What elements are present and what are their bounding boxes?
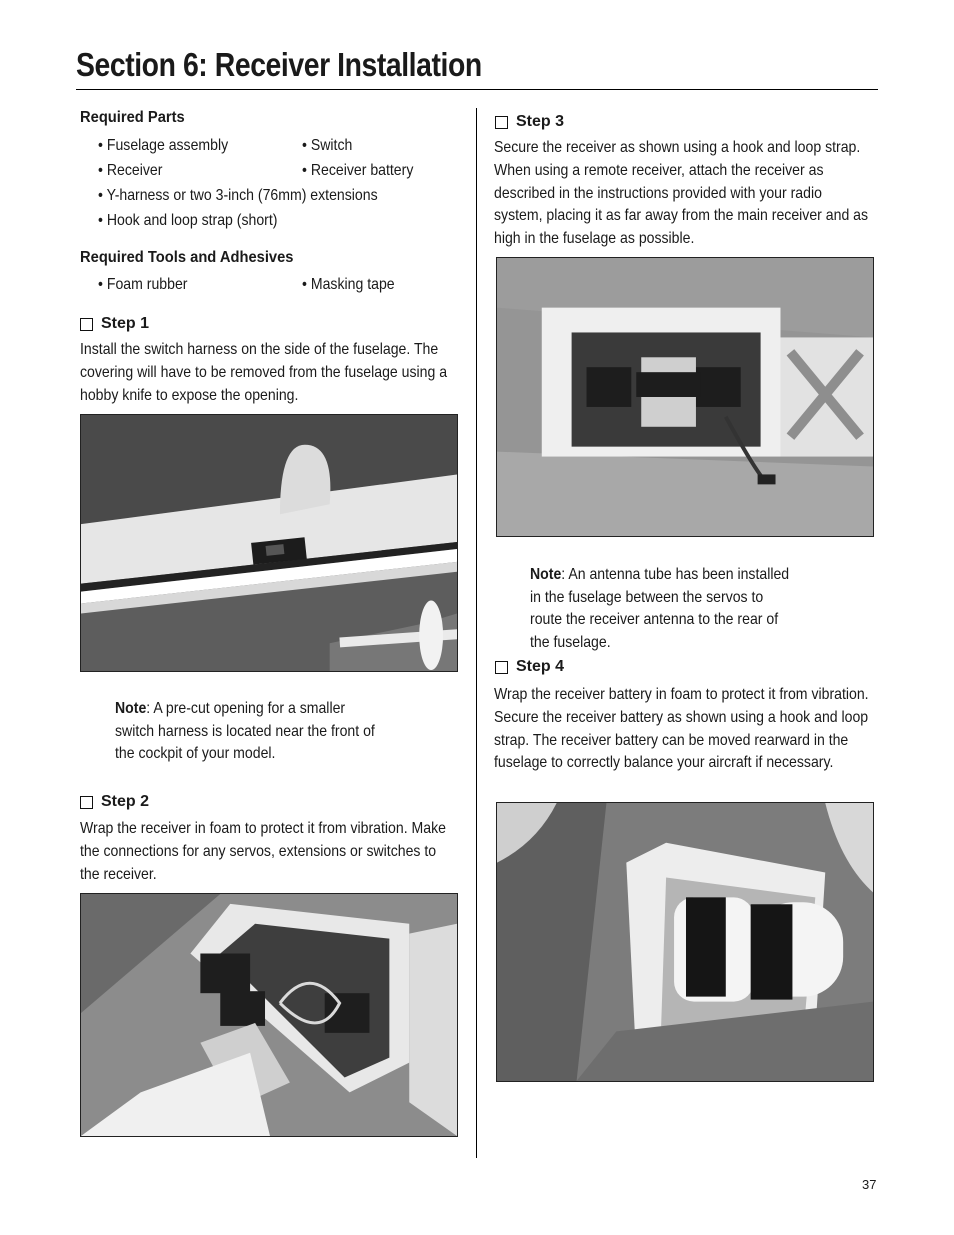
page-number: 37 (862, 1177, 877, 1192)
step-2-photo (80, 893, 458, 1137)
step-2-text: Wrap the receiver in foam to protect it from vibration. Make the connections for any servos, extensions or switches to the receiver. (80, 820, 446, 883)
step-3-heading: Step 3 (495, 113, 564, 131)
part-item-receiver: • Receiver (98, 162, 163, 179)
bullet: • (98, 276, 103, 293)
tool-item-tape: • Masking tape (302, 276, 395, 293)
tool-item-foam: • Foam rubber (98, 276, 188, 293)
bullet: • (98, 162, 103, 179)
required-tools-heading: Required Tools and Adhesives (80, 249, 294, 266)
step-4-photo (496, 802, 874, 1082)
title-divider (76, 89, 878, 90)
bullet: • (302, 276, 307, 293)
bullet: • (302, 137, 307, 154)
page-title: Section 6: Receiver Installation (76, 46, 482, 83)
checkbox-icon[interactable] (495, 116, 508, 129)
part-item-receiver-battery: • Receiver battery (302, 162, 414, 179)
step-4-heading: Step 4 (495, 658, 564, 676)
part-item-switch: • Switch (302, 137, 353, 154)
step-3-text: Secure the receiver as shown using a hook and loop strap. When using a remote receiver, attach the receiver as described in the instructions provided with your radio system, placing it as far away from the main receiver and as high in the fuselage as possible. (494, 139, 869, 248)
bullet: • (302, 162, 307, 179)
checkbox-icon[interactable] (80, 796, 93, 809)
checkbox-icon[interactable] (495, 661, 508, 674)
step-1-note: Note: A pre-cut opening for a smaller switch harness is located near the front of the cockpit of your model. (115, 700, 375, 762)
bullet: • (98, 137, 103, 154)
step-1-heading: Step 1 (80, 315, 149, 333)
step-1-text: Install the switch harness on the side of the fuselage. The covering will have to be removed from the fuselage using a hobby knife to expose the opening. (80, 341, 448, 404)
checkbox-icon[interactable] (80, 318, 93, 331)
step-4-text: Wrap the receiver battery in foam to protect it from vibration. Secure the receiver battery as shown using a hook and loop strap. The receiver battery can be moved rearward in the fuselage to correctly balance your aircraft if necessary. (494, 686, 869, 772)
part-item-y-harness: • Y-harness or two 3-inch (76mm) extensions (98, 187, 378, 204)
step-1-photo (80, 414, 458, 672)
bullet: • (98, 212, 103, 229)
step-2-heading: Step 2 (80, 793, 149, 811)
part-item-fuselage: • Fuselage assembly (98, 137, 229, 154)
required-parts-heading: Required Parts (80, 109, 185, 126)
step-3-photo (496, 257, 874, 537)
part-item-strap: • Hook and loop strap (short) (98, 212, 278, 229)
step-3-note: Note: An antenna tube has been installed in the fuselage between the servos to route the receiver antenna to the rear of the fuselage. (530, 566, 790, 651)
bullet: • (98, 187, 103, 204)
column-divider (476, 108, 477, 1158)
